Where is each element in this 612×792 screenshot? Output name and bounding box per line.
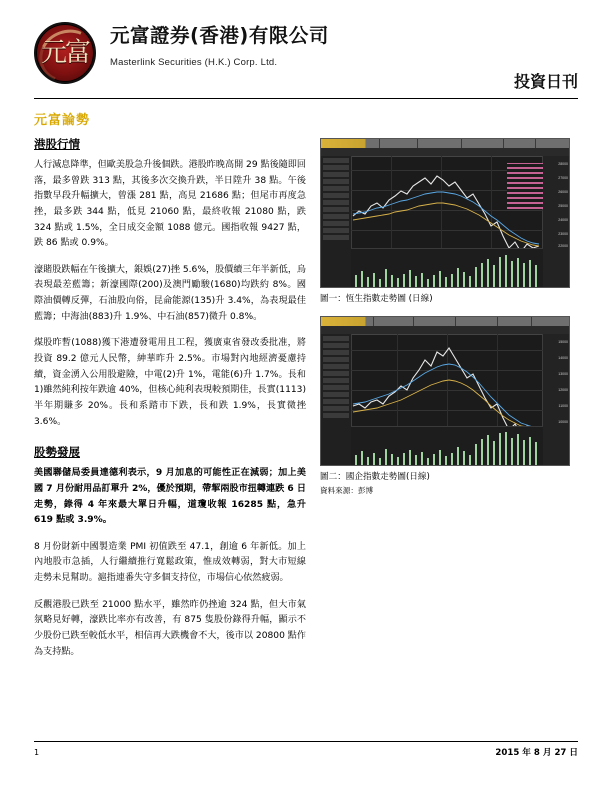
chart-hang-seng-index-daily (320, 138, 570, 288)
company-title-block (110, 22, 500, 68)
document-kind: 投資日刊 (513, 72, 578, 91)
company-name-en: Masterlink Securities (H.K.) Corp. Ltd. (110, 57, 278, 69)
header-divider (34, 98, 578, 99)
chart-side-panel (321, 334, 352, 465)
subheading-development: 股勢發展 (34, 445, 80, 460)
document-header (34, 22, 578, 96)
paragraph: 美國聯儲局委員達德利表示，9 月加息的可能性正在減弱；加上美國 7 月份耐用品訂單升 2%，優於預期，帶挈兩股市扭轉連跌 6 日走勢，錄得 4 年來最大單日升幅，道瓊收報 16285 點，急升 619 點或 3.9%。 (34, 468, 306, 526)
chart-side-panel (321, 156, 352, 287)
document-footer (34, 741, 578, 758)
company-logo (34, 22, 96, 84)
figure-source: 資料來源：彭博 (320, 486, 374, 495)
chart-toolbar (321, 139, 569, 148)
chart-price-scale: 28000 27000 26000 25000 24000 23000 22000 (542, 156, 569, 287)
figure-caption: 圖二：國企指數走勢圖(日線) (320, 472, 430, 482)
document-body (34, 136, 578, 671)
right-column (320, 136, 568, 502)
company-name-cn: 元富證券(香港)有限公司 (110, 24, 329, 47)
page-number: 1 (34, 747, 40, 757)
paragraph: 8 月份財新中國製造業 PMI 初值跌至 47.1，創逾 6 年新低。加上內地股市急插，人行繼續推行寬鬆政策，惟成效轉弱，對大市短線走勢未見幫助。滬指連番失守多個支持位，市場信心依然疲弱。 (34, 541, 306, 584)
paragraph: 濠賭股跌幅在午後擴大，銀娛(27)挫 5.6%，股價續三年半新低，烏表現最差藍籌；新濠國際(200)及澳門勵駿(1680)均跌約 8%。國際油價轉反彈，石油股向俗，昆侖能源(135)升 3.4%，為表現最佳藍籌；中海油(883)升 1.9%、中石油(857)微升 0.8%。 (34, 264, 307, 322)
paragraph: 煤股昨暫(1088)獲下港遭發電用且工程，獲廣東省發改委批准，將投資 89.2 億元人民幣，紳華昨升 2.5%。市場對內地經濟憂慮持續，資金湧入公用股避險，中電(2)升 1%，電能(6)升 1.7%。長和1)雖然純利按年跌逾 40%，但核心純利表現較預期佳，長實(1113)半年期賺多 20%。長和系踏市下跌，長和跌 1.9%，長實微挫 3.6%。 (34, 338, 306, 427)
figure-hscei (320, 316, 568, 496)
chart-volume-pane (351, 426, 543, 465)
chart-hscei-index-daily (320, 316, 570, 466)
subheading-market: 港股行情 (34, 137, 80, 151)
paragraph: 人行減息降準，但歐美股急升後個跌。港股昨晚高開 29 點後隨即回落，最多曾跌 313 點，其後多次交換升跌，半日陞升 38 點。午後指數早段升幅擴大，曾漲 281 點，高見 21686 點；但尾市再度急挫，最多跌 344 點，低見 21060 點，最終收報 21080 點，跌 324 點或 1.5%，全日成交金額 1088 億元。國指收報 9427 點，跌 86 點或 0.9%。 (34, 160, 306, 249)
chart-price-scale: 15000 14000 13000 12000 11000 10000 (542, 334, 569, 465)
chart-volume-pane (351, 248, 543, 287)
section-title: 元富論勢 (34, 113, 91, 128)
figure-caption: 圖一：恆生指數走勢圖 (日線) (320, 294, 433, 304)
logo-glyph: 元富 (40, 38, 89, 68)
chart-toolbar (321, 317, 569, 326)
figure-hang-seng (320, 138, 568, 304)
left-column (34, 136, 306, 671)
chart-crosshair-panel (507, 163, 543, 209)
document-date: 2015 年 8 月 27 日 (495, 748, 578, 758)
paragraph: 反觀港股已跌至 21000 點水平，雖然昨仍挫逾 324 點，但大市氣氛略見好轉，濠跌比率亦有改善，有 875 隻股份錄得升幅，顯示不少股份已跌至較低水平，相信再大跌機會不大，後市以 20800 點作為支持點。 (34, 599, 306, 657)
